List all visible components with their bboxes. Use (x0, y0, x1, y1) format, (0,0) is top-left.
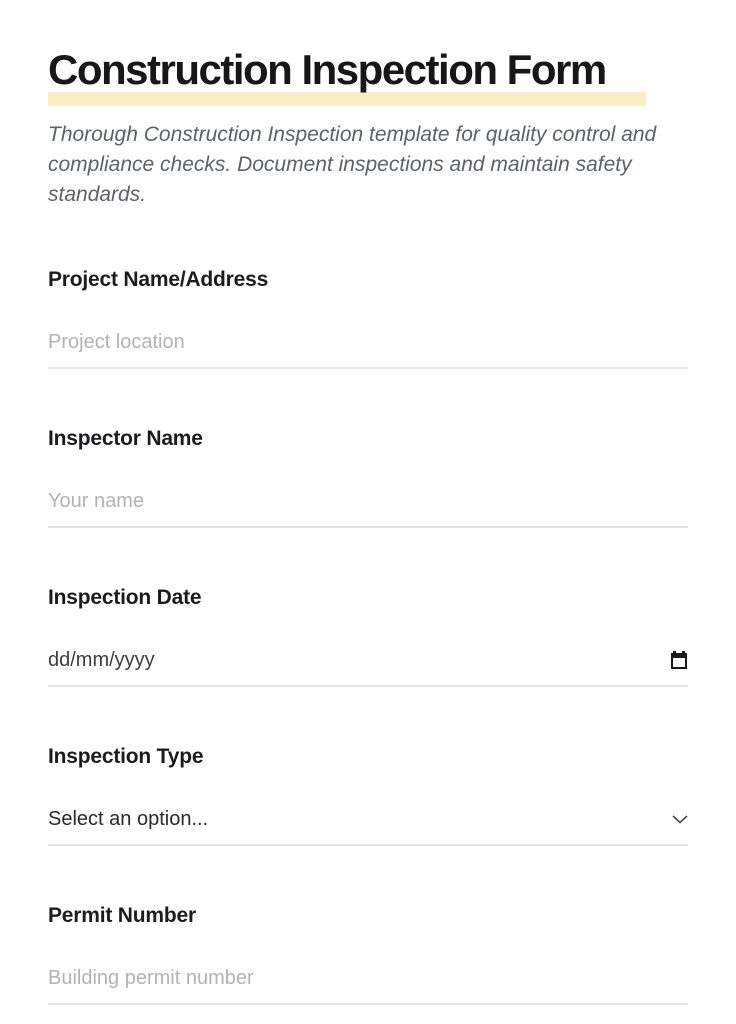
project-location-input[interactable] (48, 330, 688, 354)
permit-number-input-row (48, 966, 688, 1005)
page-title: Construction Inspection Form (48, 46, 606, 93)
description-line: Thorough Construction Inspection template for quality control and (48, 123, 657, 146)
inspector-name-input-row (48, 489, 688, 528)
field-label: Permit Number (48, 904, 196, 927)
field-label: Inspection Type (48, 745, 204, 768)
chevron-down-icon (672, 815, 688, 824)
select-value[interactable]: Select an option... (48, 808, 209, 830)
description-line: compliance checks. Document inspections and maintain safety (48, 153, 632, 176)
description-line: standards. (48, 183, 147, 206)
form-description (48, 120, 688, 210)
field-label: Inspection Date (48, 586, 202, 609)
inspection-date-input[interactable] (48, 648, 688, 687)
field-label: Project Name/Address (48, 268, 269, 291)
inspection-type-select[interactable] (48, 807, 688, 846)
permit-number-input[interactable] (48, 966, 688, 990)
project-location-input-row (48, 330, 688, 369)
field-inspection-date (48, 586, 688, 687)
field-inspection-type (48, 745, 688, 846)
field-inspector-name (48, 427, 688, 528)
field-project-name-address (48, 268, 688, 369)
inspector-name-input[interactable] (48, 489, 688, 513)
date-value[interactable]: dd/mm/yyyy (48, 649, 155, 671)
field-label: Inspector Name (48, 427, 203, 450)
calendar-icon[interactable] (670, 651, 688, 670)
field-permit-number (48, 904, 688, 1005)
